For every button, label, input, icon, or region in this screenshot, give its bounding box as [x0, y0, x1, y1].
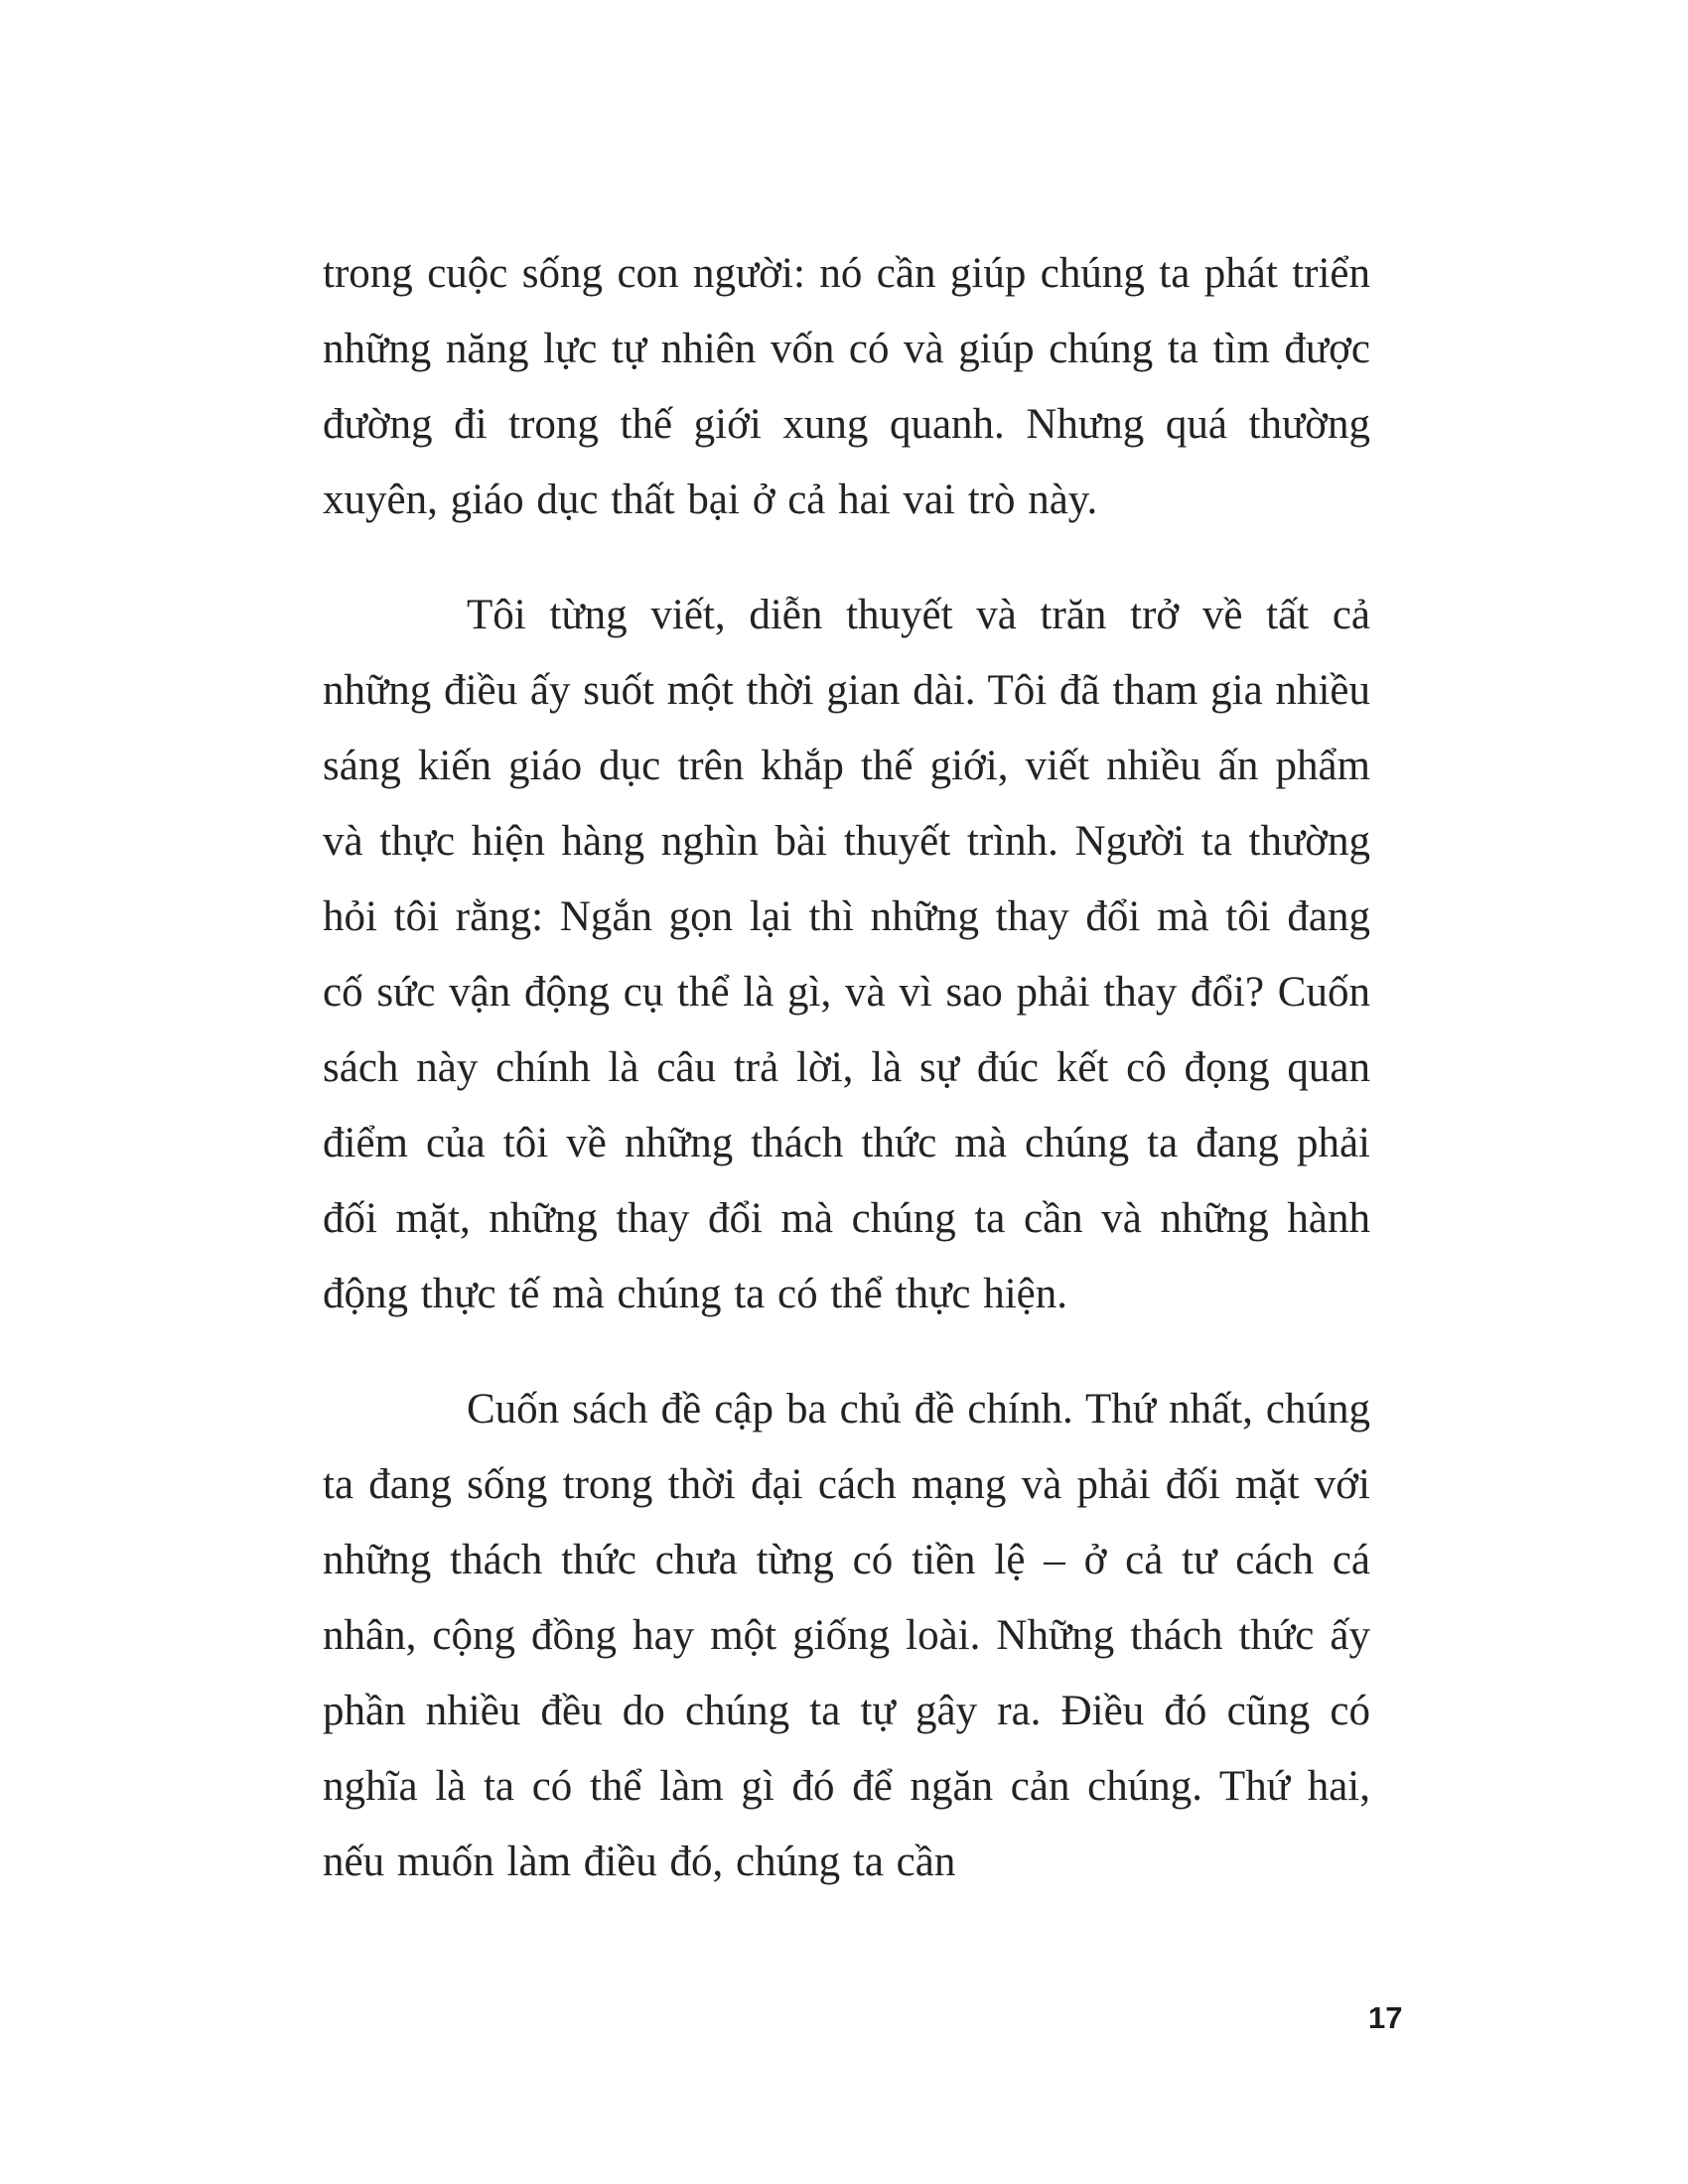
- paragraph: Tôi từng viết, diễn thuyết và trăn trở về tất cả những điều ấy suốt một thời gian dài. Tôi đã tham gia nhiều sáng kiến giáo dục trên khắp thế giới, viết nhiều ấn phẩm và thực hiện hàng nghìn bài thuyết trình. Người ta thường hỏi tôi rằng: Ngắn gọn lại thì những thay đổi mà tôi đang cố sức vận động cụ thể là gì, và vì sao phải thay đổi? Cuốn sách này chính là câu trả lời, là sự đúc kết cô đọng quan điểm của tôi về những thách thức mà chúng ta đang phải đối mặt, những thay đổi mà chúng ta cần và những hành động thực tế mà chúng ta có thể thực hiện.: [323, 592, 1370, 1317]
- text-column: [323, 236, 1370, 1940]
- page-number: 17: [1368, 2000, 1403, 2035]
- paragraph: Cuốn sách đề cập ba chủ đề chính. Thứ nhất, chúng ta đang sống trong thời đại cách mạng và phải đối mặt với những thách thức chưa từng có tiền lệ – ở cả tư cách cá nhân, cộng đồng hay một giống loài. Những thách thức ấy phần nhiều đều do chúng ta tự gây ra. Điều đó cũng có nghĩa là ta có thể làm gì đó để ngăn cản chúng. Thứ hai, nếu muốn làm điều đó, chúng ta cần: [323, 1386, 1370, 1885]
- paragraph: trong cuộc sống con người: nó cần giúp chúng ta phát triển những năng lực tự nhiên vốn có và giúp chúng ta tìm được đường đi trong thế giới xung quanh. Nhưng quá thường xuyên, giáo dục thất bại ở cả hai vai trò này.: [323, 250, 1370, 523]
